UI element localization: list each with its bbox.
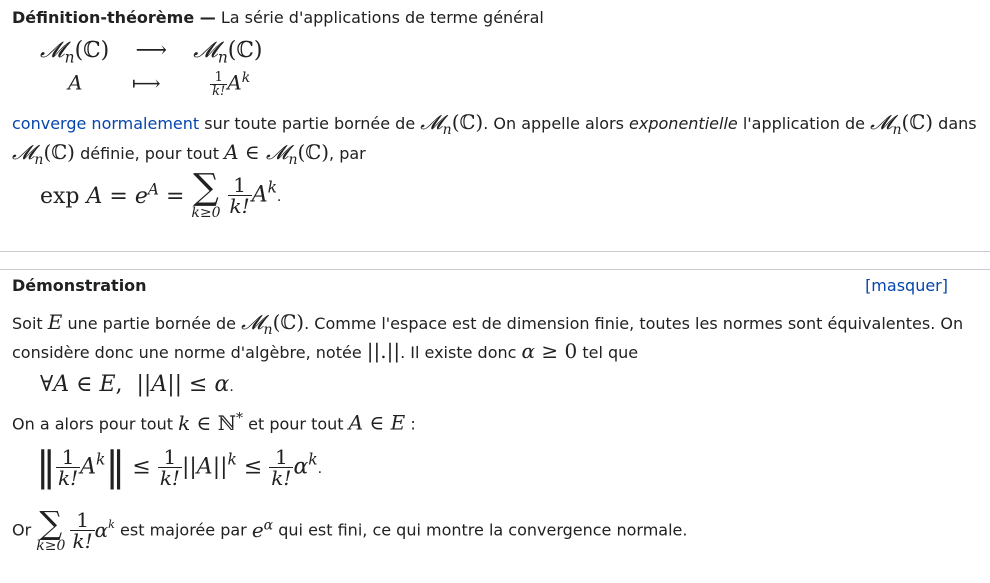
demo-line-1: Soit E une partie bornée de 𝓜$_n$(ℂ). Comme l'espace est de dimension finie, toutes les normes sont équivalentes. On [12, 310, 964, 338]
definition-title: Définition-théorème — [12, 8, 216, 27]
definition-heading [12, 8, 544, 27]
separator-top [0, 251, 990, 252]
toggle-hide-link[interactable]: [masquer] [865, 276, 948, 295]
mapping-row-2: A ⟼ $\frac{1}{k!}$ $A^k$ [68, 69, 251, 99]
exp-formula: $\exp A = e^A$ = ∑ k≥0 $\frac{1}{k!}$ $A^k$. [40, 167, 282, 221]
demo-line-4: Or ∑ k≥0 $\frac{1}{k!}$ $\alpha^k$ est majorée par $e^\alpha$ qui est fini, ce qui montre la convergence normale. [12, 504, 688, 554]
demo-line-2: considère donc une norme d'algèbre, notée ||.||. Il existe donc α ≥ 0 tel que [12, 339, 639, 363]
definition-intro: La série d'applications de terme général [220, 8, 544, 27]
converge-normalement-link[interactable]: converge normalement [12, 114, 200, 133]
demonstration-title: Démonstration [12, 276, 147, 295]
definition-line-1: converge normalement sur toute partie bornée de 𝓜$_n$(ℂ). On appelle alors exponentielle l'application de 𝓜$_n$(ℂ) dans [12, 110, 977, 138]
norm-inequality: ‖ $\frac{1}{k!}$ $A^k‖$ ≤ $\frac{1}{k!}$ $||A||^k$ ≤ $\frac{1}{k!}$ $\alpha^k$. [36, 444, 323, 490]
mapping-row-1: 𝓜$_n$(ℂ) ⟶ 𝓜$_n$(ℂ) [40, 38, 263, 67]
bound-formula: ∀A ∈ E, ||A|| ≤ α. [40, 372, 234, 397]
definition-line-2: 𝓜$_n$(ℂ) définie, pour tout A ∈ 𝓜$_n$(ℂ), par [12, 140, 366, 168]
separator-demo [0, 269, 990, 270]
demo-line-3: On a alors pour tout k ∈ ℕ* et pour tout A ∈ E : [12, 410, 416, 435]
